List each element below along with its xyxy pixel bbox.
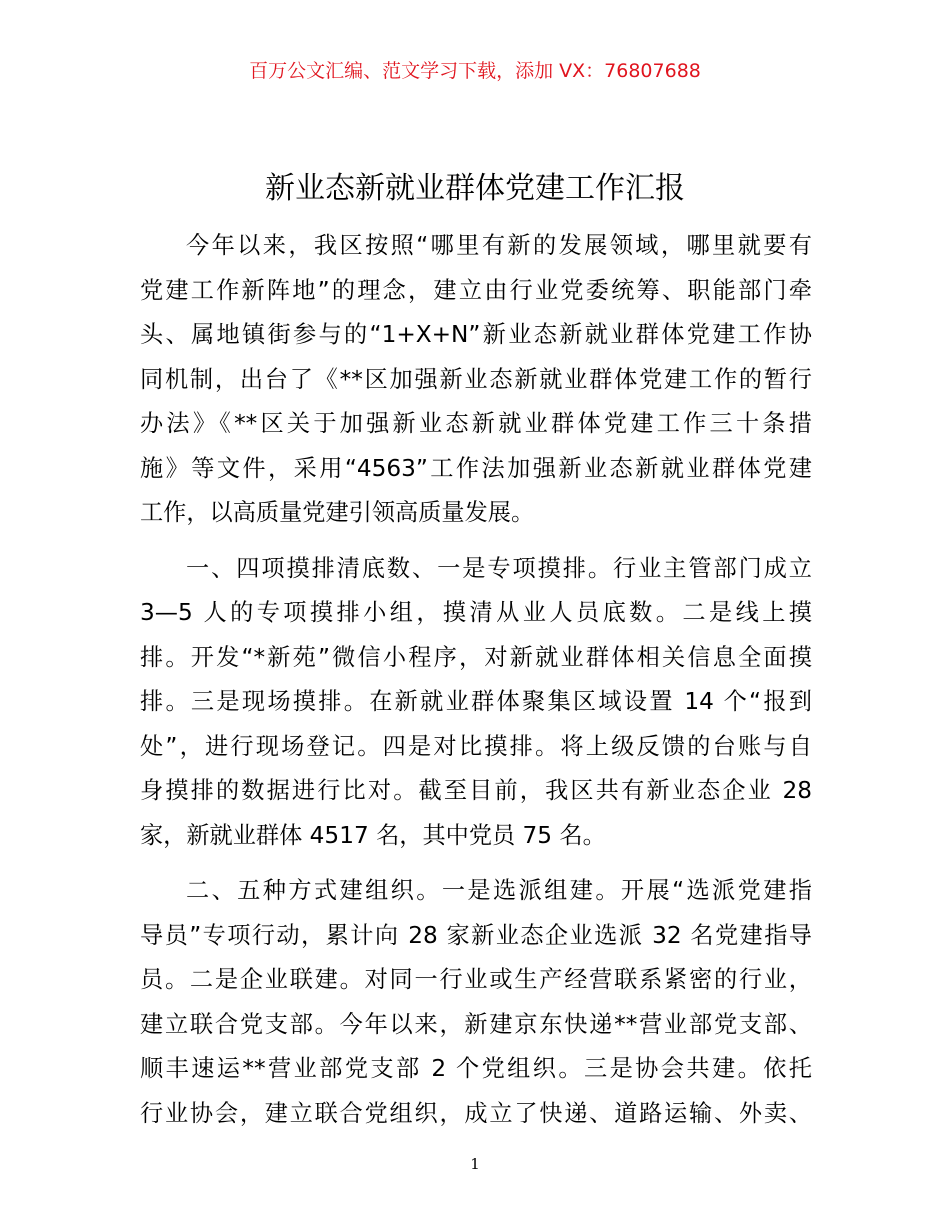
text-line: 排。三是现场摸排。在新就业群体聚集区域设置 14 个“报到: [140, 688, 812, 715]
text-line: 处”，进行现场登记。四是对比摸排。将上级反馈的台账与自: [140, 732, 812, 760]
text-line: 一、四项摸排清底数、一是专项摸排。行业主管部门成立: [186, 554, 812, 582]
paragraph-section-one: [140, 547, 812, 859]
text-line: 今年以来，我区按照“哪里有新的发展领域，哪里就要有: [186, 232, 812, 259]
text-line: 排。开发“*新苑”微信小程序，对新就业群体相关信息全面摸: [140, 643, 812, 671]
text-line: 顺丰速运**营业部党支部 2 个党组织。三是协会共建。依托: [140, 1055, 812, 1082]
text-line: 施》等文件，采用“4563”工作法加强新业态新就业群体党建: [140, 454, 812, 482]
text-line: 3—5 人的专项摸排小组，摸清从业人员底数。二是线上摸: [140, 599, 812, 626]
text-line: 同机制，出台了《**区加强新业态新就业群体党建工作的暂行: [140, 365, 812, 393]
text-line: 行业协会，建立联合党组织，成立了快递、道路运输、外卖、: [140, 1099, 812, 1127]
document-title: 新业态新就业群体党建工作汇报: [265, 171, 685, 206]
text-line: 家，新就业群体 4517 名，其中党员 75 名。: [140, 821, 606, 849]
paragraph-section-two: [140, 869, 812, 1136]
text-line: 员。二是企业联建。对同一行业或生产经营联系紧密的行业，: [140, 966, 812, 993]
text-line: 导员”专项行动，累计向 28 家新业态企业选派 32 名党建指导: [140, 921, 812, 949]
document-body: [140, 224, 812, 1136]
text-line: 身摸排的数据进行比对。截至目前，我区共有新业态企业 28: [140, 777, 812, 804]
paragraph-intro: [140, 224, 812, 536]
text-line: 建立联合党支部。今年以来，新建京东快递**营业部党支部、: [140, 1010, 812, 1038]
page-number: 1: [470, 1155, 480, 1173]
text-line: 工作，以高质量党建引领高质量发展。: [140, 499, 535, 526]
text-line: 办法》《**区关于加强新业态新就业群体党建工作三十条措: [140, 410, 812, 437]
text-line: 二、五种方式建组织。一是选派组建。开展“选派党建指: [186, 877, 812, 904]
text-line: 党建工作新阵地”的理念，建立由行业党委统筹、职能部门牵: [140, 276, 812, 304]
text-line: 头、属地镇街参与的“1+X+N”新业态新就业群体党建工作协: [140, 321, 812, 348]
watermark-banner: 百万公文汇编、范文学习下载，添加 VX：76807688: [249, 60, 701, 82]
